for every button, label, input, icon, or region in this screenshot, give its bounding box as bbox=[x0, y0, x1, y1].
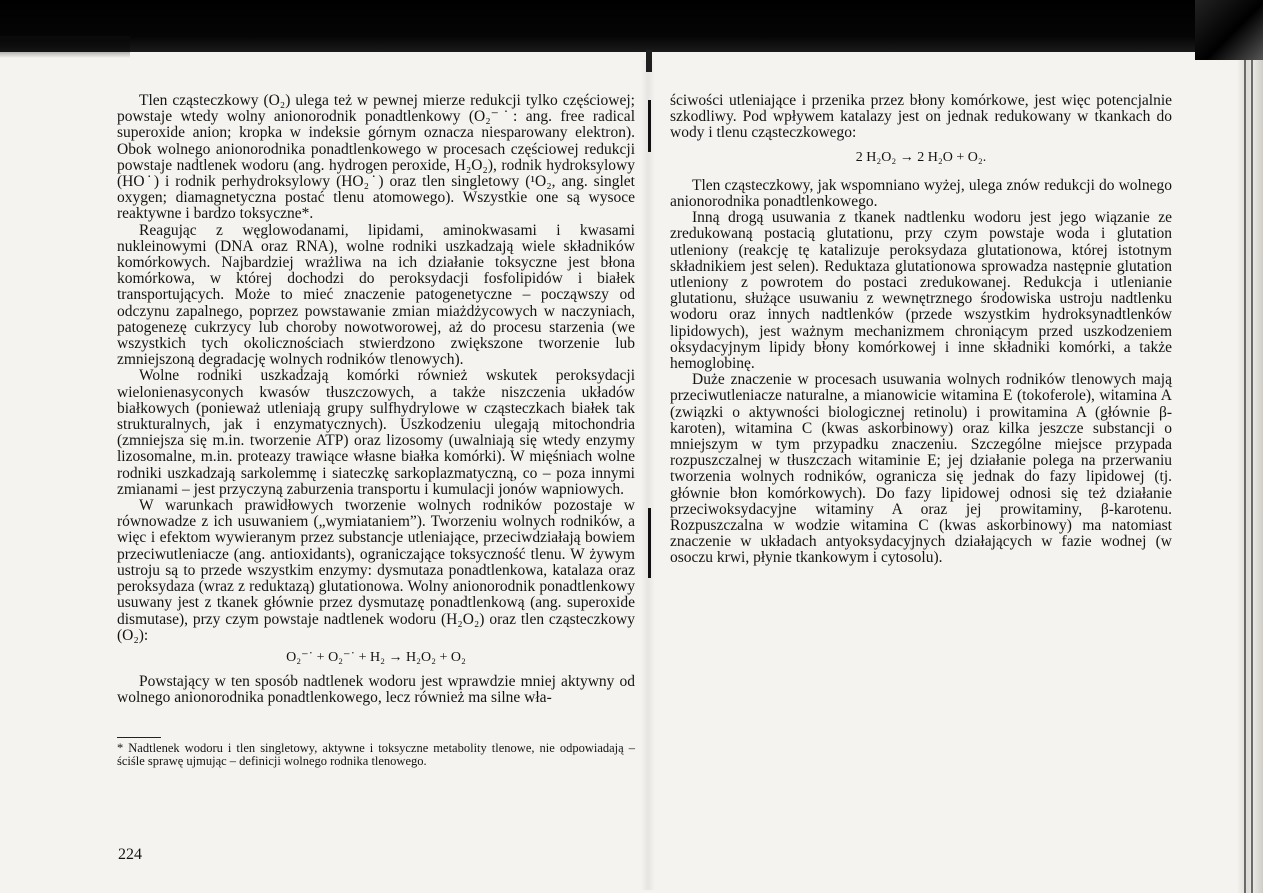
right-page-body bbox=[670, 93, 1172, 567]
paragraph: Inną drogą usuwania z tkanek nadtlenku wodoru jest jego wiązanie ze zredukowaną postacią glutationu, przy czym powstaje woda i glutation utleniony (reakcję tę katalizuje peroksydaza glutationowa, której istotnym składnikiem jest selen). Reduktaza glutationowa sprowadza następnie glutation utleniony z powrotem do postaci zredukowanej. Redukcja i utlenianie glutationu, służące usuwaniu z wewnętrznego środowiska ustroju nadtlenku wodoru oraz innych nadtlenków (przede wszystkim hydroksynadtlenków lipidowych), jest ważnym mechanizmem chroniącym przed uszkodzeniem oksydacyjnym lipidy błony komórkowej i inne składniki komórki, a także hemoglobinę. bbox=[670, 209, 1172, 373]
scan-dark-border bbox=[0, 0, 1263, 52]
paragraph: Powstający w ten sposób nadtlenek wodoru jest wprawdzie mniej aktywny od wolnego anionorodnika ponadtlenkowego, lecz również ma silne wła- bbox=[117, 673, 635, 707]
footnote: * Nadtlenek wodoru i tlen singletowy, aktywne i toksyczne metabolity tlenowe, nie odpowiadają – ściśle sprawę ujmując – definicji wolnego rodnika tlenowego. bbox=[117, 740, 635, 769]
page-corner-curl bbox=[1195, 0, 1263, 60]
book-gutter-shadow bbox=[641, 60, 655, 890]
left-page-body bbox=[117, 93, 635, 707]
paragraph: Duże znaczenie w procesach usuwania wolnych rodników tlenowych mają przeciwutleniacze naturalne, a mianowicie witamina E (tokoferole), witamina A (związki o aktywności biologicznej retinolu) i prowitamina A (głównie β-karoten), witamina C (kwas askorbinowy) oraz kilka jeszcze substancji o mniejszym w tym przypadku znaczeniu. Szczególne miejsce przypada rozpuszczalnej w tłuszczach witaminie E; jej działanie polega na przerwaniu tworzenia wolnych rodników, ogranicza się jednak do fazy lipidowej (tj. głównie błon komórkowych). Do fazy lipidowej odnosi się też działanie przeciwoksydacyjne witaminy A oraz jej prowitaminy, β-karotenu. Rozpuszczalna w wodzie witamina C (kwas askorbinowy) ma natomiast znaczenie w układach antyoksydacyjnych działających w fazie wodnej (w osoczu krwi, płynie tkankowym i cytosolu). bbox=[670, 371, 1172, 567]
paragraph: Wolne rodniki uszkadzają komórki również wskutek peroksydacji wielonienasyconych kwasów tłuszczowych, a także niszczenia układów białkowych (ponieważ utleniają grupy sulfhydrylowe w cząsteczkach białek tak strukturalnych, jak i enzymatycznych). Uszkodzeniu ulegają mitochondria (zmniejsza się m.in. tworzenie ATP) oraz lizosomy (uwalniają się wtedy enzymy lizosomalne, m.in. proteazy trawiące własne białka komórki). W mięśniach wolne rodniki uszkadzają sarkolemmę i siateczkę sarkoplazmatyczną, co – poza innymi zmianami – jest przyczyną zaburzenia transportu i kumulacji jonów wapniowych. bbox=[117, 367, 635, 498]
paragraph: ściwości utleniające i przenika przez błony komórkowe, jest więc potencjalnie szkodliwy. Pod wpływem katalazy jest on jednak redukowany w tkankach do wody i tlenu cząsteczkowego: bbox=[670, 92, 1172, 142]
margin-marker-bar bbox=[648, 100, 651, 152]
paragraph: Reagując z węglowodanami, lipidami, aminokwasami i kwasami nukleinowymi (DNA oraz RNA), wolne rodniki uszkadzają wiele składników komórkowych. Najbardziej wrażliwa na ich działanie toksyczne jest błona komórkowa, w której dochodzi do peroksydacji fosfolipidów i białek transportujących. Może to mieć znaczenie patogenetyczne – począwszy od odczynu zapalnego, poprzez powstawanie zmian miażdżycowych w naczyniach, patogenezę cukrzycy lub choroby nowotworowej, aż do procesu starzenia (we wszystkich tych okolicznościach stwierdzono zwiększone tworzenie lub zmniejszoną degradację wolnych rodników tlenowych). bbox=[117, 221, 635, 369]
paragraph: W warunkach prawidłowych tworzenie wolnych rodników pozostaje w równowadze z ich usuwaniem („wymiataniem”). Tworzeniu wolnych rodników, a więc i efektom wywieranym przez substancje utleniające, przeciwdziałają bowiem przeciwutleniacze (ang. antioxidants), ograniczające toksyczność tlenu. W żywym ustroju są to przede wszystkim enzymy: dysmutaza ponadtlenkowa, katalaza oraz peroksydaza (wraz z reduktazą) glutationowa. Wolny anionorodnik ponadtlenkowy usuwany jest z tkanek głównie przez dysmutazę ponadtlenkową (ang. superoxide dismutase), przy czym powstaje nadtlenek wodoru (H₂O₂) oraz tlen cząsteczkowy (O₂): bbox=[117, 497, 635, 644]
page-edge-line bbox=[1244, 60, 1246, 893]
scan-shadow bbox=[0, 36, 130, 58]
margin-marker-bar bbox=[648, 508, 651, 578]
right-page bbox=[670, 93, 1172, 567]
footnote-divider bbox=[117, 737, 161, 738]
page-number: 224 bbox=[118, 846, 142, 863]
page-edge-line bbox=[1251, 60, 1253, 893]
reaction-formula: O₂⁻˙ + O₂⁻˙ + H₂ → H₂O₂ + O₂ bbox=[286, 649, 466, 665]
reaction-formula: 2 H₂O₂ → 2 H₂O + O₂. bbox=[855, 149, 987, 165]
left-page bbox=[117, 93, 635, 769]
paragraph: Tlen cząsteczkowy, jak wspomniano wyżej, ulega znów redukcji do wolnego anionorodnika ponadtlenkowego. bbox=[670, 176, 1172, 211]
paragraph: Tlen cząsteczkowy (O₂) ulega też w pewnej mierze redukcji tylko częściowej; powstaje wtedy wolny anionorodnik ponadtlenkowy (O₂⁻˙: ang. free radical superoxide anion; kropka w indeksie górnym oznacza niesparowany elektron). Obok wolnego anionorodnika ponadtlenkowego w procesach częściowej redukcji powstaje nadtlenek wodoru (ang. hydrogen peroxide, H₂O₂), rodnik hydroksylowy (HO˙) i rodnik perhydroksylowy (HO₂˙) oraz tlen singletowy (¹O₂, ang. singlet oxygen; diamagnetyczna postać tlenu atomowego). Wszystkie one są wysoce reaktywne i bardzo toksyczne*. bbox=[117, 92, 635, 223]
